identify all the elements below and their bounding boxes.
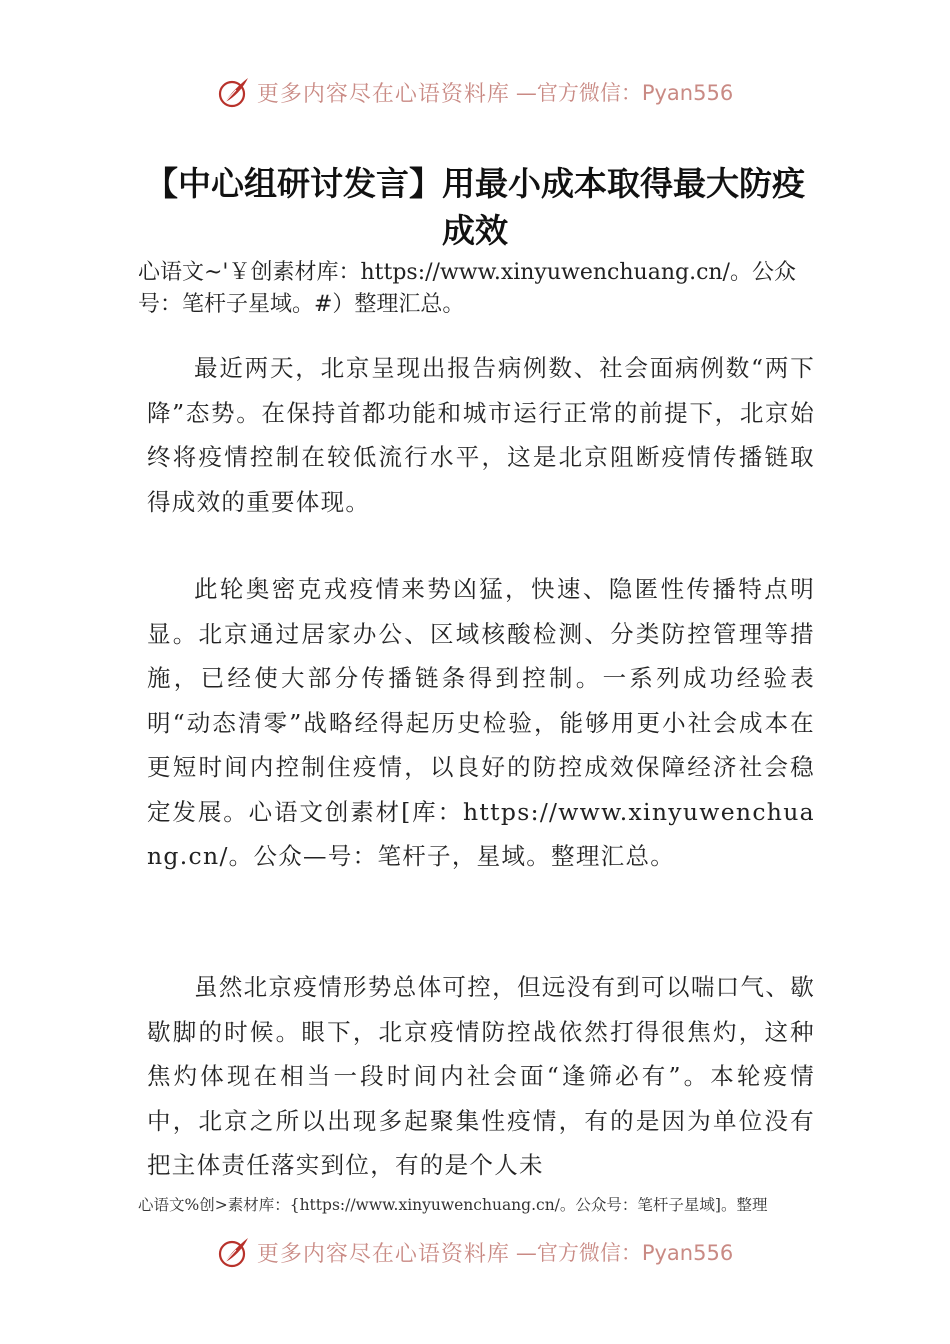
paragraph-2: 此轮奥密克戎疫情来势凶猛，快速、隐匿性传播特点明显。北京通过居家办公、区域核酸检测、分类防控管理等措施，已经使大部分传播链条得到控制。一系列成功经验表明“动态清零”战略经得起历史检验，能够用更小社会成本在更短时间内控制住疫情，以良好的防控成效保障经济社会稳定发展。心语文创素材[库：https://www.xinyuwenchuang.cn/。公众—号：笔杆子，星域。整理汇总。 (147, 575, 815, 870)
banner-text: 更多内容尽在心语资料库 (256, 1241, 510, 1267)
source-note: 心语文~'￥创素材库：https://www.xinyuwenchuang.cn/。公众号：笔杆子星域。#）整理汇总。 (138, 260, 796, 317)
quill-logo-icon (217, 1235, 251, 1269)
paragraph-1: 最近两天，北京呈现出报告病例数、社会面病例数“两下降”态势。在保持首都功能和城市运行正常的前提下，北京始终将疫情控制在较低流行水平，这是北京阻断疫情传播链取得成效的重要体现。 (147, 354, 815, 516)
banner-contact: —官方微信：Pyan556 (515, 1241, 734, 1265)
paragraph-3: 虽然北京疫情形势总体可控，但远没有到可以喘口气、歇歇脚的时候。眼下，北京疫情防控战依然打得很焦灼，这种焦灼体现在相当一段时间内社会面“逢筛必有”。本轮疫情中，北京之所以出现多起聚集性疫情，有的是因为单位没有把主体责任落实到位，有的是个人未 (147, 973, 815, 1179)
footer-note: 心语文%创>素材库：{https://www.xinyuwenchuang.cn/。公众号：笔杆子星域]。整理 (138, 1196, 768, 1214)
banner-contact: —官方微信：Pyan556 (515, 81, 734, 105)
footer-banner (0, 1232, 950, 1272)
document-title: 【中心组研讨发言】用最小成本取得最大防疫成效 (145, 164, 805, 250)
banner-text: 更多内容尽在心语资料库 (256, 81, 510, 107)
header-banner (0, 72, 950, 112)
quill-logo-icon (217, 75, 251, 109)
